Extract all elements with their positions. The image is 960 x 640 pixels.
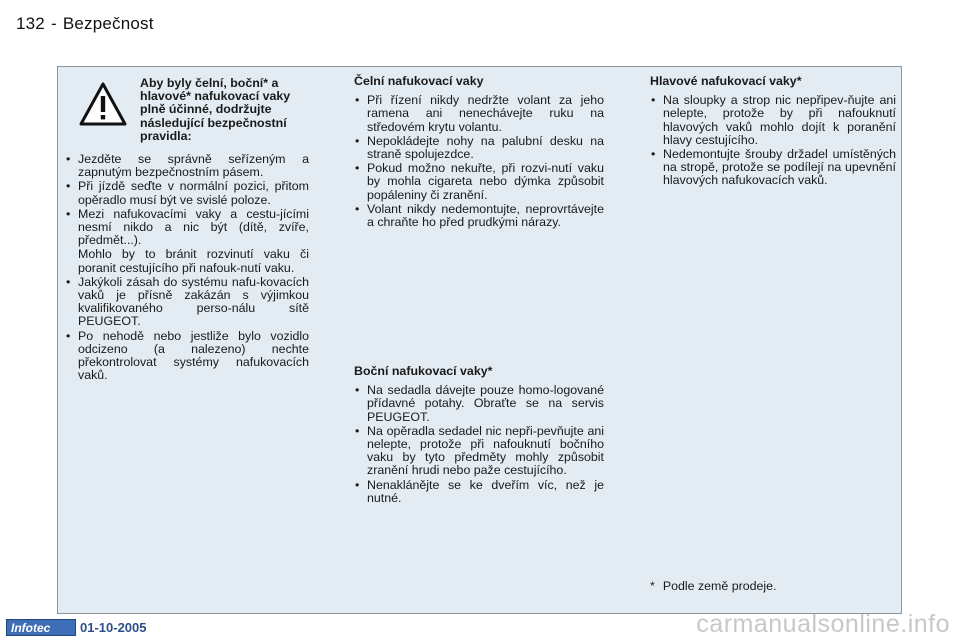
list-item: • Na opěradla sedadel nic nepři-pevňujte ani nelepte, protože při nafouknutí bočního vaku by tyto předměty mohly způsobit zranění hrudi nebo paže cestujícího. — [354, 425, 604, 478]
list-item — [65, 208, 309, 275]
watermark: carmanualsonline.info — [696, 610, 950, 638]
list-item: • Nenaklánějte se ke dveřím víc, než je nutné. — [354, 479, 604, 505]
side-airbags-section — [354, 365, 604, 506]
list-item: • Při řízení nikdy nedržte volant za jeho ramena ani nenechávejte ruku na středovém krytu volantu. — [354, 94, 604, 134]
column-general-rules — [65, 75, 309, 383]
side-airbags-heading: Boční nafukovací vaky* — [354, 364, 493, 378]
general-rules-list — [65, 153, 309, 382]
footnote-text: Podle země prodeje. — [662, 579, 777, 593]
page-number: 132 — [16, 14, 45, 33]
infotec-logo: Infotec — [6, 619, 76, 636]
list-item-text: Mezi nafukovacími vaky a cestu-jícími nesmí nikdo a nic být (dítě, zvíře, předmět...). — [78, 206, 309, 248]
safety-info-box — [57, 66, 902, 614]
list-item: • Na sloupky a strop nic nepřipev-ňujte ani nelepte, protože by při nafouknutí hlavových vaků mohlo dojít k poranění hlavy cestujícího. — [650, 94, 896, 147]
warning-text: Aby byly čelní, boční* a hlavové* nafukovací vaky plně účinné, dodržujte následující bezpečnostní pravidla: — [140, 76, 291, 143]
list-item: • Na sedadla dávejte pouze homo-logované přídavné potahy. Obraťte se na servis PEUGEOT. — [354, 384, 604, 424]
front-airbags-heading: Čelní nafukovací vaky — [354, 74, 484, 88]
list-item: • Po nehodě nebo jestliže bylo vozidlo odcizeno (a nalezeno) nechte překontrolovat systémy nafukovacích vaků. — [65, 330, 309, 383]
side-airbags-list — [354, 384, 604, 505]
footer-date: 01-10-2005 — [80, 620, 147, 635]
warning-block — [65, 75, 309, 143]
front-airbags-list — [354, 94, 604, 229]
column-front-side-airbags — [354, 74, 604, 505]
front-airbags-section — [354, 75, 604, 229]
list-item: • Nepokládejte nohy na palubní desku na straně spolujezdce. — [354, 135, 604, 161]
head-airbags-list — [650, 94, 896, 187]
header-separator: - — [50, 14, 57, 33]
column-head-airbags — [650, 75, 896, 189]
list-item: • Jakýkoli zásah do systému nafu-kovacích vaků je přísně zakázán s výjimkou kvalifikovaného perso-nálu sítě PEUGEOT. — [65, 276, 309, 329]
head-airbags-heading: Hlavové nafukovací vaky* — [650, 74, 802, 88]
list-item: • Volant nikdy nedemontujte, neprovrtávejte a chraňte ho před prudkými nárazy. — [354, 203, 604, 229]
list-item: • Při jízdě seďte v normální pozici, přitom opěradlo musí být ve svislé poloze. — [65, 180, 309, 206]
list-item-continuation: Mohlo by to bránit rozvinutí vaku či poranit cestujícího při nafouk-nutí vaku. — [78, 247, 309, 275]
list-item: • Nedemontujte šrouby držadel umístěných na stropě, protože se podílejí na upevnění hlavových nafukovacích vaků. — [650, 148, 896, 188]
list-item: • Jezděte se správně seřízeným a zapnutým bezpečnostním pásem. — [65, 153, 309, 179]
page-footer — [6, 619, 147, 636]
footnote — [650, 579, 776, 593]
list-item: • Pokud možno nekuřte, při rozvi-nutí vaku by mohla cigareta nebo dýmka způsobit popáleniny či zranění. — [354, 162, 604, 202]
footnote-marker: * — [650, 579, 655, 593]
page-header — [16, 14, 154, 34]
warning-triangle-icon — [78, 81, 128, 127]
page-title: Bezpečnost — [62, 14, 154, 33]
